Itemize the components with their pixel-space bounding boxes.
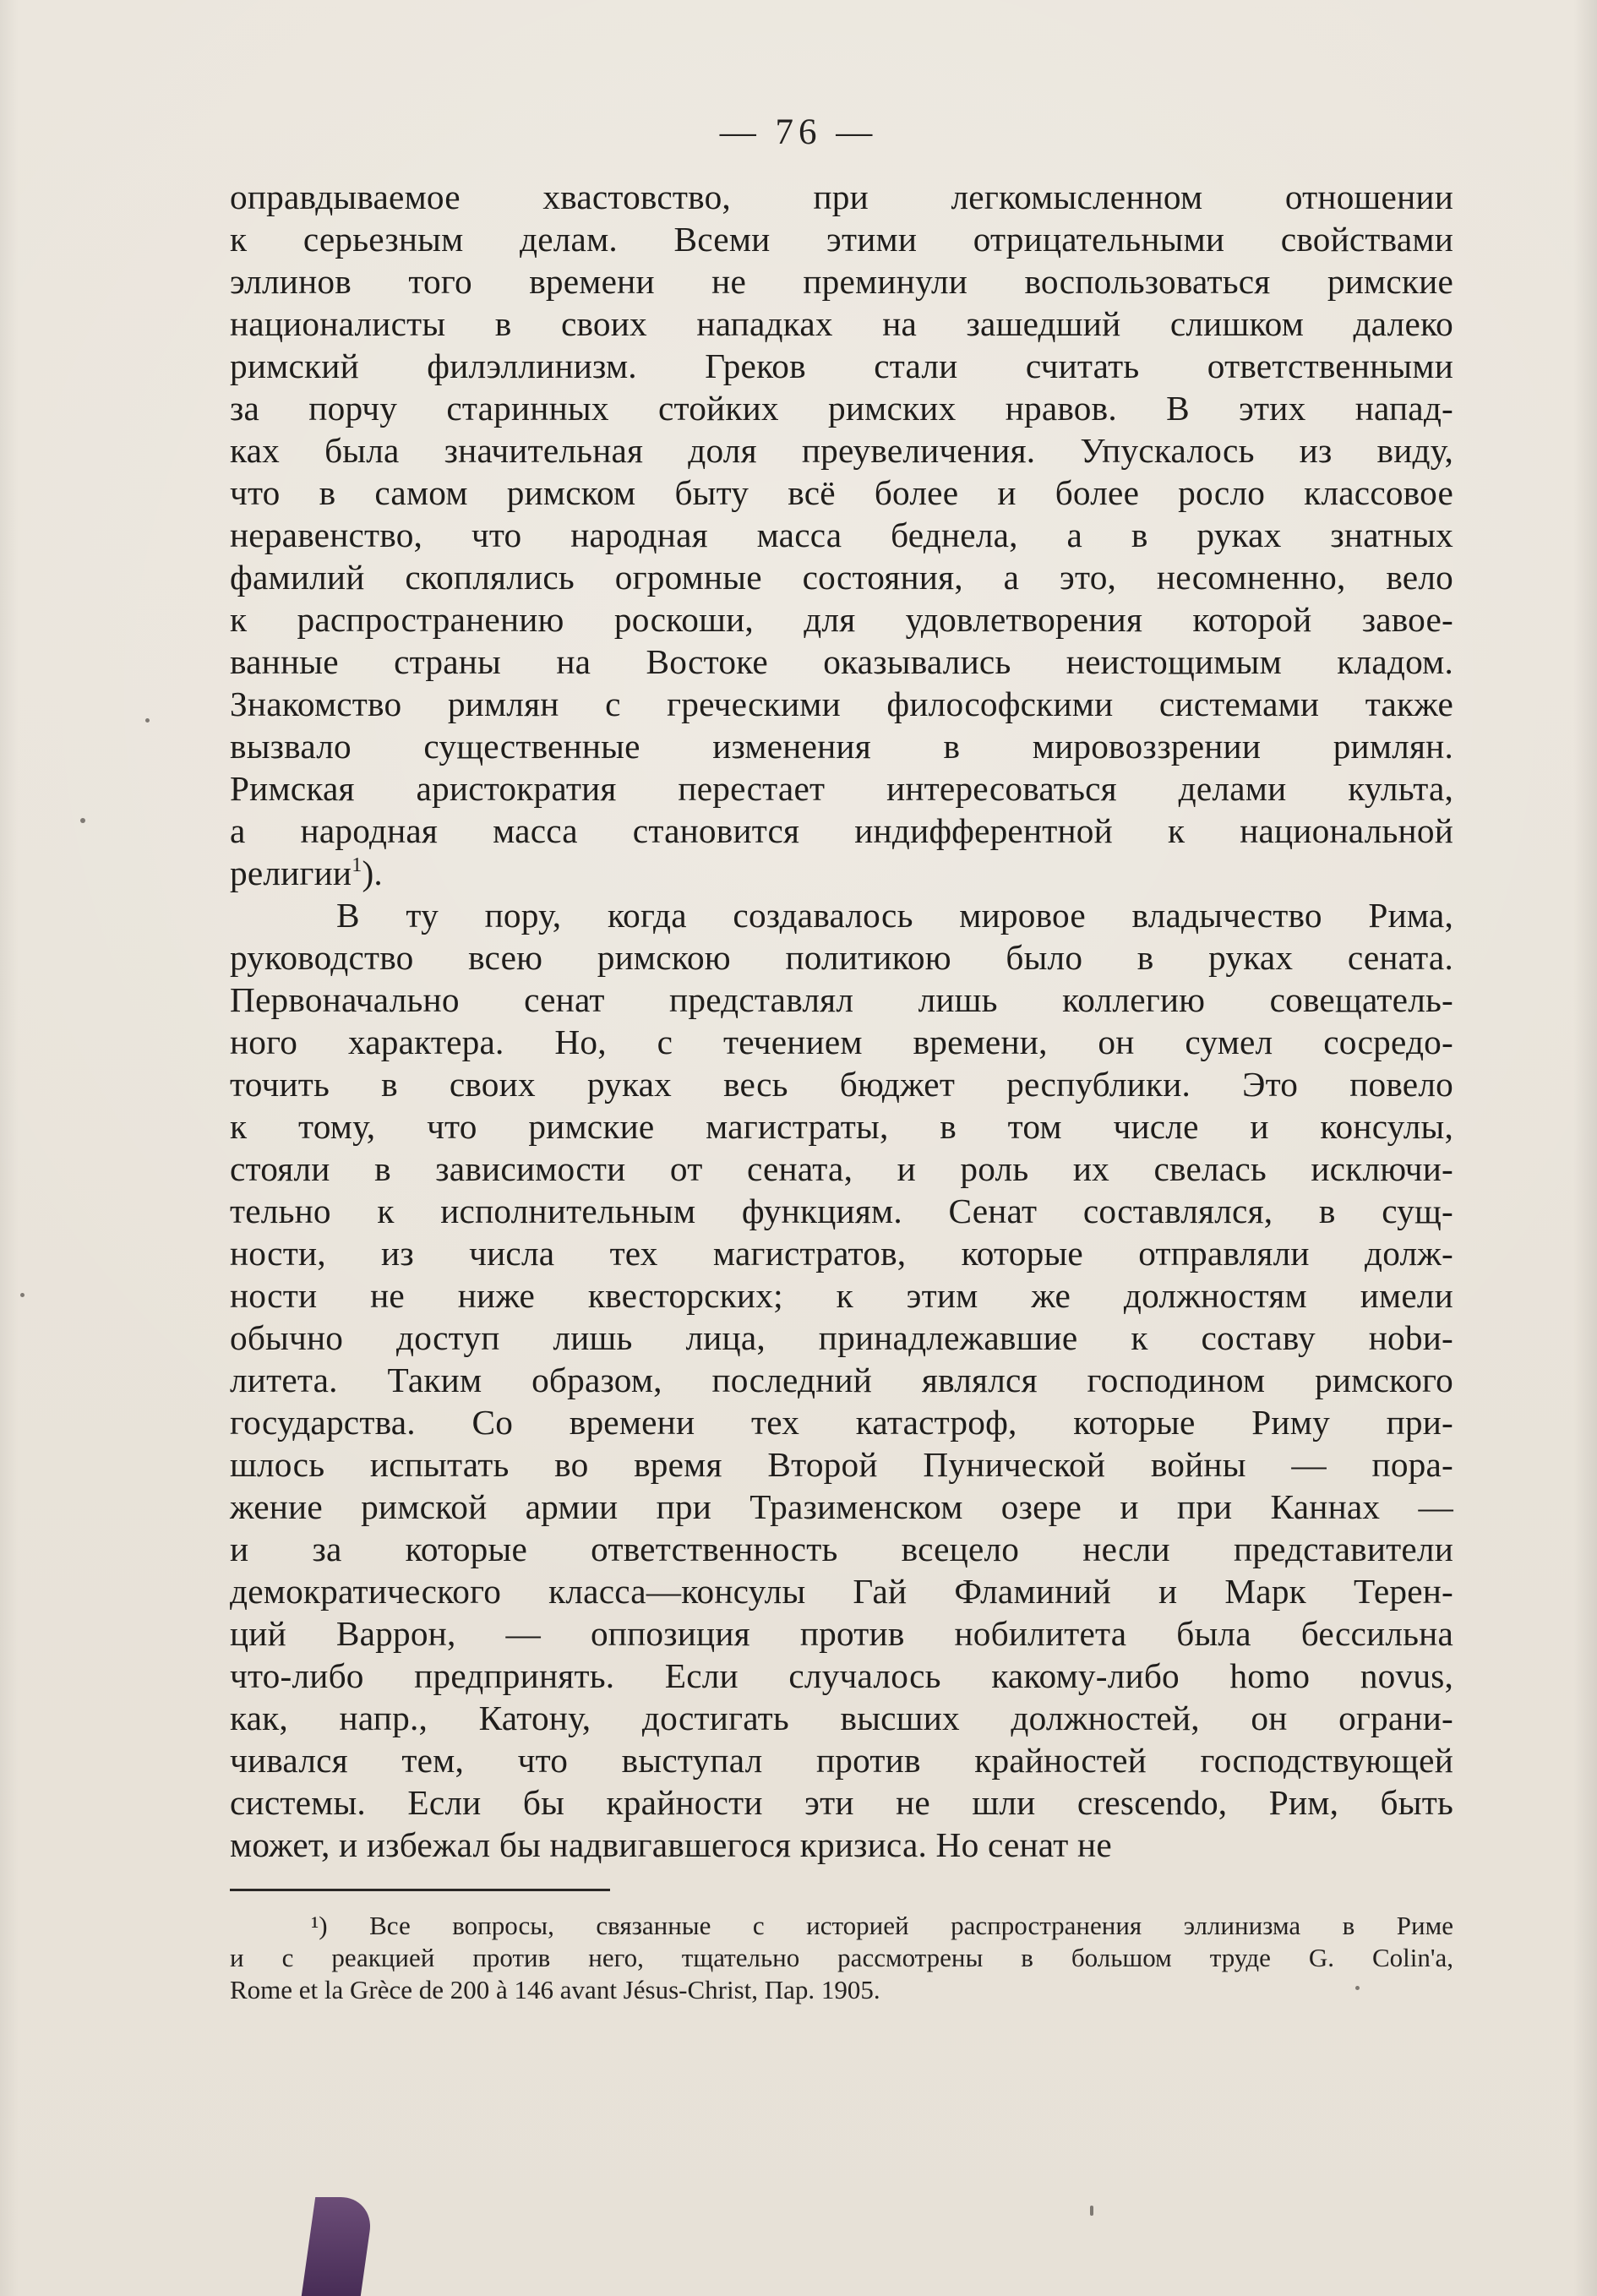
footnote-reference-close: ). — [362, 854, 383, 892]
text-line-22: точить в своих руках весь бюджет республики. Это повело — [230, 1065, 1453, 1104]
text-line-11: к распространению роскоши, для удовлетворения которой завое- — [230, 600, 1453, 639]
page-number: — 76 — — [719, 112, 878, 152]
text-line-13: Знакомство римлян с греческими философскими системами также — [230, 684, 1453, 723]
text-line-17-main: религии — [230, 854, 352, 892]
margin-speck — [145, 718, 150, 723]
text-line-1: оправдываемое хвастовство, при легкомысленном отношении — [230, 177, 1453, 216]
text-line-17 — [230, 852, 1453, 894]
margin-speck — [1090, 2206, 1093, 2216]
text-line-27: ности не ниже квесторских; к этим же должностям имели — [230, 1276, 1453, 1315]
footnote-line-1: ¹) Все вопросы, связанные с историей распространения эллинизма в Риме — [311, 1911, 1453, 1940]
text-line-5: римский филэллинизм. Греков стали считать ответственными — [230, 346, 1453, 385]
text-line-40: может, и избежал бы надвигавшегося кризиса. Но сенат не — [230, 1825, 1112, 1864]
margin-speck — [20, 1293, 25, 1297]
text-line-31: шлось испытать во время Второй Пунической войны — пора- — [230, 1445, 1453, 1484]
text-line-36: что-либо предпринять. Если случалось какому-либо homo novus, — [230, 1656, 1453, 1695]
left-page-shadow — [0, 0, 19, 2296]
text-line-9: неравенство, что народная масса беднела, а в руках знатных — [230, 515, 1453, 554]
text-line-21: ного характера. Но, с течением времени, он сумел сосредо- — [230, 1023, 1453, 1061]
text-line-7: ках была значительная доля преувеличения. Упускалось из виду, — [230, 431, 1453, 470]
text-line-30: государства. Со времени тех катастроф, которые Риму при- — [230, 1403, 1453, 1442]
footnote-line-2: и с реакцией против него, тщательно рассмотрены в большом труде G. Colin'a, — [230, 1943, 1453, 1972]
footnote — [230, 1910, 1453, 2006]
text-line-38: чивался тем, что выступал против крайностей господствующей — [230, 1741, 1453, 1780]
text-line-24: стояли в зависимости от сената, и роль их свелась исключи- — [230, 1149, 1453, 1188]
text-line-20: Первоначально сенат представлял лишь коллегию совещатель- — [230, 980, 1453, 1019]
body-text — [230, 176, 1453, 1866]
text-line-4: националисты в своих нападках на зашедший слишком далеко — [230, 304, 1453, 343]
text-line-34: демократического класса—консулы Гай Фламиний и Марк Терен- — [230, 1572, 1453, 1611]
text-line-12: ванные страны на Востоке оказывались неистощимым кладом. — [230, 642, 1453, 681]
text-line-37: как, напр., Катону, достигать высших должностей, он ограни- — [230, 1699, 1453, 1737]
text-line-14: вызвало существенные изменения в мировоззрении римлян. — [230, 727, 1453, 766]
footnote-line-3: Rome et la Grèce de 200 à 146 avant Jésus-Christ, Пар. 1905. — [230, 1975, 880, 2004]
text-line-33: и за которые ответственность всецело несли представители — [230, 1530, 1453, 1568]
text-line-39: системы. Если бы крайности эти не шли crescendo, Рим, быть — [230, 1783, 1453, 1822]
text-line-8: что в самом римском быту всё более и более росло классовое — [230, 473, 1453, 512]
purple-bookmark-stain — [302, 2197, 374, 2296]
text-line-2: к серьезным делам. Всеми этими отрицательными свойствами — [230, 220, 1453, 259]
text-line-29: литета. Таким образом, последний являлся господином римского — [230, 1361, 1453, 1399]
text-line-6: за порчу старинных стойких римских нравов. В этих напад- — [230, 389, 1453, 428]
text-line-28: обычно доступ лишь лица, принадлежавшие к составу нobи- — [230, 1318, 1453, 1357]
text-line-32: жение римской армии при Тразименском озере и при Каннах — — [230, 1487, 1453, 1526]
text-line-19: руководство всею римскою политикою было в руках сената. — [230, 938, 1453, 977]
text-line-25: тельно к исполнительным функциям. Сенат составлялся, в сущ- — [230, 1192, 1453, 1230]
text-line-16: а народная масса становится индифферентной к национальной — [230, 811, 1453, 850]
text-line-26: ности, из числа тех магистратов, которые отправляли долж- — [230, 1234, 1453, 1273]
text-line-3: эллинов того времени не преминули воспользоваться римские — [230, 262, 1453, 301]
text-line-23: к тому, что римские магистраты, в том числе и консулы, — [230, 1107, 1453, 1146]
right-page-shadow — [1573, 0, 1597, 2296]
text-line-35: ций Варрон, — оппозиция против нобилитета была бессильна — [230, 1614, 1453, 1653]
footnote-reference: 1 — [352, 854, 362, 876]
margin-speck — [80, 818, 85, 823]
text-line-10: фамилий скоплялись огромные состояния, а это, несомненно, вело — [230, 558, 1453, 597]
footnote-separator — [230, 1889, 610, 1891]
margin-speck — [1355, 1986, 1360, 1990]
text-line-18: В ту пору, когда создавалось мировое владычество Рима, — [336, 896, 1453, 935]
text-line-15: Римская аристократия перестает интересоваться делами культа, — [230, 769, 1453, 808]
